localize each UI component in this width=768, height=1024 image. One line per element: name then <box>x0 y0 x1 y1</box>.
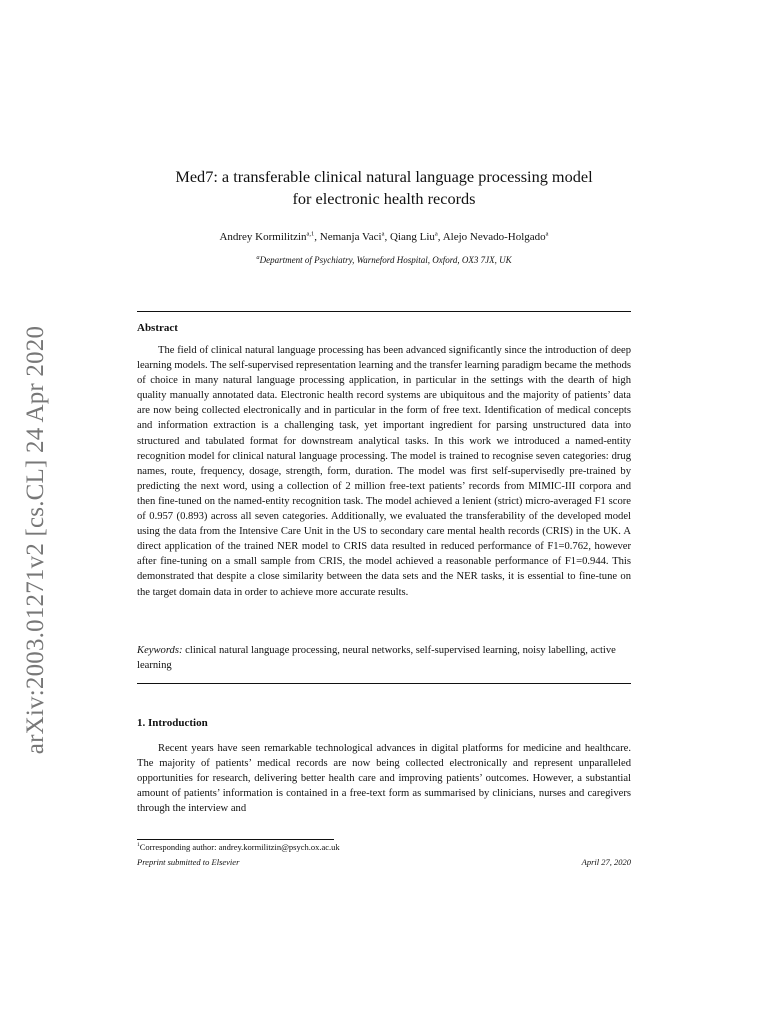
introduction-body: Recent years have seen remarkable technological advances in digital platforms for medicine and healthcare. The majority of patients’ medical records are now being collected electronically and represent unparalleled opportunities for research, delivering better health care and improving patients’ outcomes. However, a substantial amount of patients’ information is contained in a free-text form as summarised by clinicians, nurses and caregivers through the interview and <box>137 743 631 815</box>
affiliation <box>120 254 648 266</box>
author-affiliation-mark: a <box>434 230 438 238</box>
author <box>443 231 549 243</box>
author-name: Andrey Kormilitzin <box>219 231 307 243</box>
keywords-text: clinical natural language processing, neural networks, self-supervised learning, noisy labelling, active learning <box>137 645 616 671</box>
paper-title-line-1: Med7: a transferable clinical natural language processing model <box>175 167 593 186</box>
section-heading-introduction: 1. Introduction <box>137 717 208 729</box>
abstract-top-rule <box>137 311 631 312</box>
arxiv-stamp-text: arXiv:2003.01271v2 [cs.CL] 24 Apr 2020 <box>22 325 50 755</box>
affiliation-text: Department of Psychiatry, Warneford Hospital, Oxford, OX3 7JX, UK <box>259 255 512 265</box>
abstract-body: The field of clinical natural language processing has been advanced significantly since the introduction of deep learning models. The self-supervised representation learning and the transfer learning paradigm became the methods of choice in many natural language processing application, in particular in the settings with the dearth of high quality manually annotated data. Electronic health record systems are ubiquitous and the majority of patients’ data are now being collected electronically and in particular in the form of free text. Identification of medical concepts and information extraction is a challenging task, yet important ingredient for parsing unstructured data into structured and tabulated format for downstream analytical tasks. In this work we introduced a named-entity recognition model for clinical natural language processing. The model is trained to recognise seven categories: drug names, route, frequency, dosage, strength, form, duration. The model was first self-supervisedly pre-trained by predicting the next word, using a collection of 2 million free-text patients’ records from MIMIC-III corpora and then fine-tuned on the named-entity recognition task. The model achieved a lenient (strict) micro-averaged F1 score of 0.957 (0.893) across all seven categories. Additionally, we evaluated the transferability of the developed model using the data from the Intensive Care Unit in the US to secondary care mental health records (CRIS) in the UK. A direct application of the trained NER model to CRIS data resulted in reduced performance of F1=0.762, however after fine-tuning on a small sample from CRIS, the model achieved a reasonable performance of F1=0.944. This demonstrated that despite a close similarity between the data sets and the NER tasks, it is essential to fine-tune on the target domain data in order to achieve more accurate results. <box>137 345 632 598</box>
footnote-rule <box>137 839 334 840</box>
author-separator: , <box>384 231 390 243</box>
arxiv-stamp <box>8 320 64 760</box>
footnote-text: Corresponding author: andrey.kormilitzin@psych.ox.ac.uk <box>139 842 340 852</box>
author-separator: , <box>314 231 320 243</box>
paper-title <box>120 166 648 210</box>
keywords-label: Keywords: <box>137 645 183 656</box>
submission-date: April 27, 2020 <box>581 857 631 867</box>
author-affiliation-mark: a <box>381 230 385 238</box>
author <box>390 231 443 243</box>
footnote <box>137 842 340 853</box>
affiliation-mark: a <box>256 254 260 261</box>
author <box>320 231 390 243</box>
footnote-mark: 1 <box>137 842 140 849</box>
abstract-heading: Abstract <box>137 322 178 334</box>
paper-title-line-2: for electronic health records <box>292 189 476 208</box>
abstract-bottom-rule <box>137 683 631 684</box>
author-separator: , <box>437 231 443 243</box>
author-affiliation-mark: a,1 <box>306 230 315 238</box>
preprint-notice: Preprint submitted to Elsevier <box>137 857 240 867</box>
author-list <box>120 230 648 245</box>
author-affiliation-mark: a <box>545 230 549 238</box>
author <box>219 231 319 243</box>
keywords <box>137 643 631 673</box>
author-name: Alejo Nevado-Holgado <box>442 231 546 243</box>
author-name: Nemanja Vaci <box>319 231 382 243</box>
author-name: Qiang Liu <box>389 231 435 243</box>
